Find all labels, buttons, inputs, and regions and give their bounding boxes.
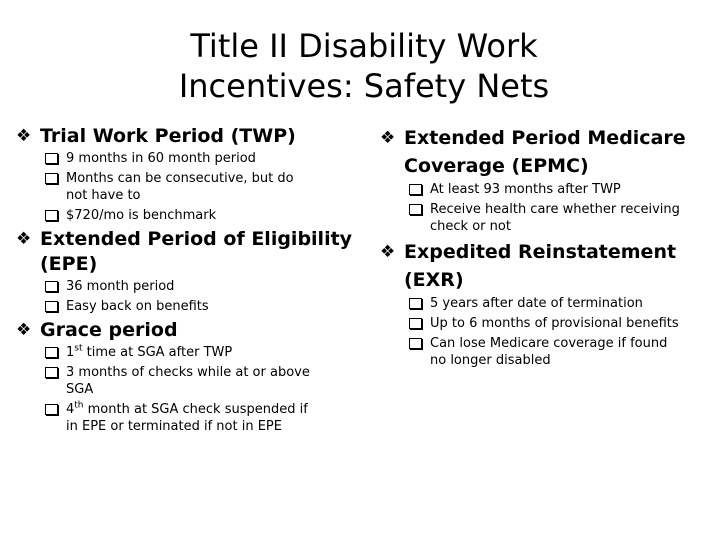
checkbox-bullet-icon	[409, 318, 422, 329]
list-item: 9 months in 60 month period	[45, 150, 361, 167]
checkbox-bullet-icon	[45, 404, 58, 415]
list-item: 5 years after date of termination	[409, 295, 725, 312]
checkbox-bullet-icon	[45, 210, 58, 221]
checkbox-bullet-icon	[409, 204, 422, 215]
list-item: Can lose Medicare coverage if found no longer disabled	[409, 335, 725, 369]
diamond-bullet-icon: ❖	[380, 128, 396, 148]
title-line-2: Incentives: Safety Nets	[178, 67, 550, 105]
section-heading: Trial Work Period (TWP)	[40, 125, 296, 147]
checkbox-bullet-icon	[409, 338, 422, 349]
list-item: 1st time at SGA after TWP	[45, 344, 361, 361]
section-heading: Grace period	[40, 319, 178, 341]
section-heading: Extended Period of Eligibility (EPE)	[40, 228, 353, 275]
list-item: $720/mo is benchmark	[45, 207, 361, 224]
list-item: Up to 6 months of provisional benefits	[409, 315, 725, 332]
right-column	[380, 124, 725, 372]
section-exr	[380, 238, 725, 369]
list-item: 3 months of checks while at or above SGA	[45, 364, 361, 398]
checkbox-bullet-icon	[45, 367, 58, 378]
list-item: Months can be consecutive, but do not have to	[45, 170, 361, 204]
checkbox-bullet-icon	[45, 173, 58, 184]
checkbox-bullet-icon	[409, 184, 422, 195]
title-line-1: Title II Disability Work	[190, 27, 538, 65]
list-item: Easy back on benefits	[45, 298, 361, 315]
checkbox-bullet-icon	[45, 153, 58, 164]
diamond-bullet-icon: ❖	[16, 126, 32, 146]
list-item: Receive health care whether receiving check or not	[409, 201, 725, 235]
checkbox-bullet-icon	[45, 301, 58, 312]
section-heading: Expedited Reinstatement (EXR)	[404, 241, 677, 291]
list-item: At least 93 months after TWP	[409, 181, 725, 198]
slide-title	[0, 26, 728, 106]
list-item: 4th month at SGA check suspended if in EPE or terminated if not in EPE	[45, 401, 361, 435]
checkbox-bullet-icon	[409, 298, 422, 309]
section-twp	[16, 124, 361, 224]
checkbox-bullet-icon	[45, 347, 58, 358]
diamond-bullet-icon: ❖	[16, 320, 32, 340]
left-column	[16, 124, 361, 438]
section-epmc	[380, 124, 725, 235]
section-epe	[16, 227, 361, 315]
section-grace-period	[16, 318, 361, 435]
diamond-bullet-icon: ❖	[380, 242, 396, 262]
list-item: 36 month period	[45, 278, 361, 295]
diamond-bullet-icon: ❖	[16, 229, 32, 249]
section-heading: Extended Period Medicare Coverage (EPMC)	[404, 127, 686, 177]
checkbox-bullet-icon	[45, 281, 58, 292]
